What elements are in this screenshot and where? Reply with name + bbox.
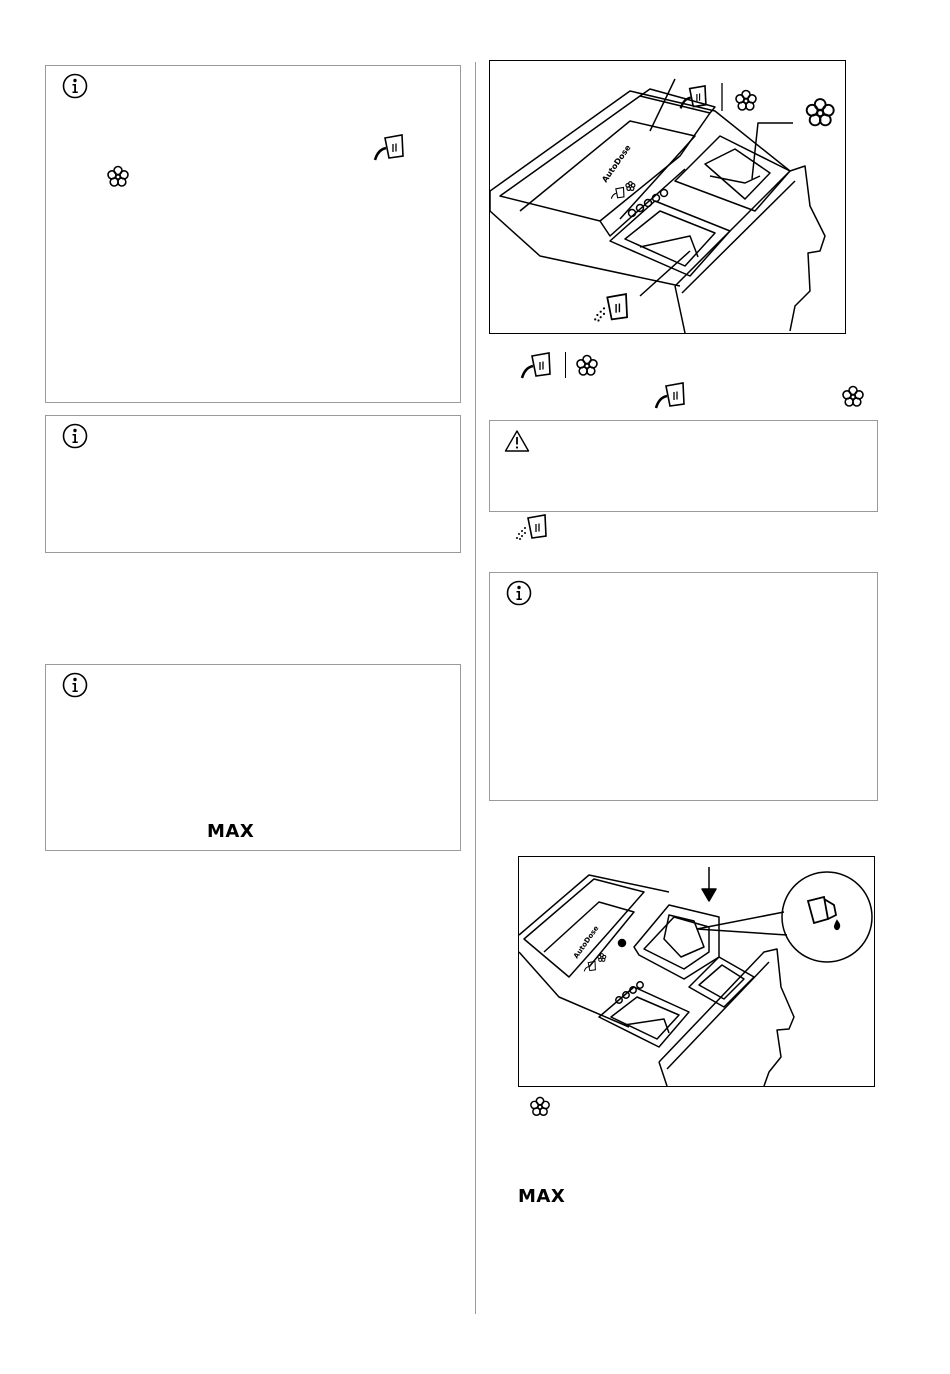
softener-flower-icon <box>626 182 635 191</box>
warning-triangle-icon <box>504 429 530 453</box>
powder-detergent-icon <box>515 514 551 544</box>
autodose-panel-text: AutoDose <box>572 924 601 961</box>
dispenser-drawer-figure <box>489 60 846 334</box>
softener-flower-icon <box>736 91 756 111</box>
dispenser-drawer-illustration <box>490 61 845 333</box>
liquid-detergent-icon <box>519 352 555 382</box>
softener-insert-illustration <box>519 857 874 1086</box>
info-icon <box>62 73 88 99</box>
column-divider <box>475 62 476 1314</box>
softener-flower-icon <box>575 354 599 378</box>
softener-flower-icon <box>529 1096 551 1118</box>
max-label: MAX <box>207 821 255 842</box>
liquid-detergent-icon <box>611 187 624 198</box>
liquid-detergent-icon <box>372 134 408 164</box>
autodose-panel-text: AutoDose <box>600 143 633 185</box>
info-icon <box>62 672 88 698</box>
warning-box <box>489 420 878 512</box>
liquid-detergent-icon <box>653 382 689 412</box>
softener-flower-icon <box>807 99 834 125</box>
liquid-detergent-icon <box>681 86 706 109</box>
separator <box>565 352 566 378</box>
softener-flower-icon <box>841 385 865 409</box>
info-box <box>45 415 461 553</box>
info-icon <box>506 580 532 606</box>
softener-flower-icon <box>106 165 130 189</box>
info-icon <box>62 423 88 449</box>
info-box <box>489 572 878 801</box>
softener-insert-figure <box>518 856 875 1087</box>
info-box <box>45 664 461 851</box>
powder-detergent-icon <box>594 294 627 322</box>
info-box <box>45 65 461 403</box>
max-label: MAX <box>518 1186 566 1207</box>
